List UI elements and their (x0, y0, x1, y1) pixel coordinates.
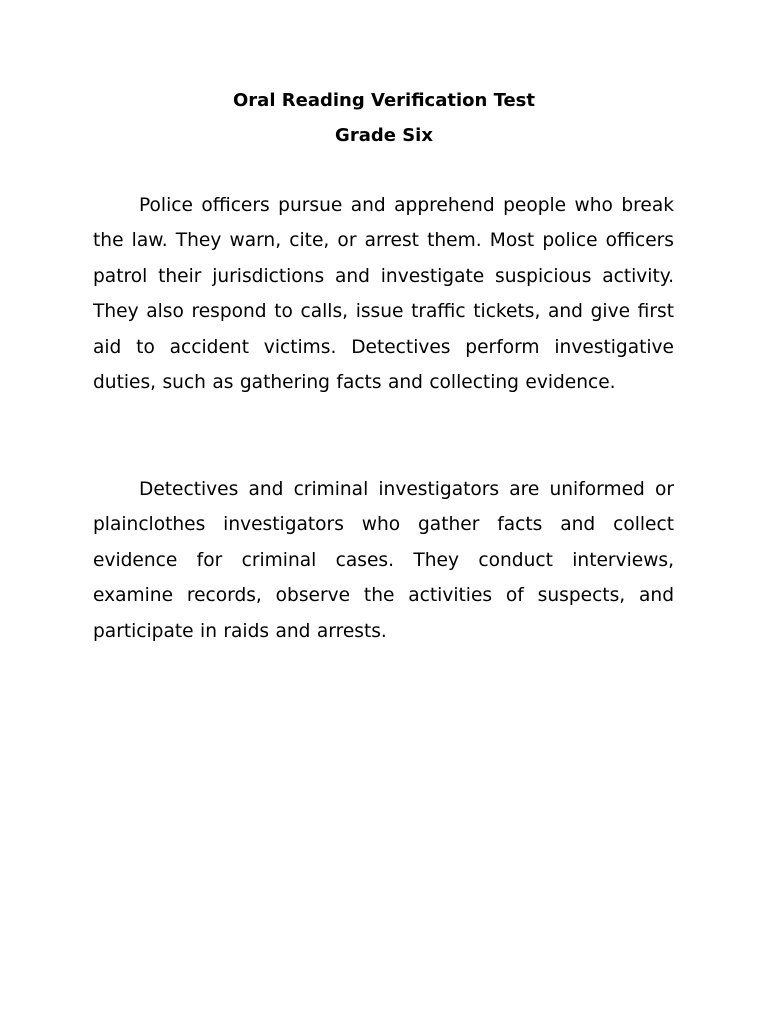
body-paragraph-2: Detectives and criminal investigators are uniformed or plainclothes investigators who gather facts and collect evidence for criminal cases. They conduct interviews, examine records, observe the activities of suspects, and participate in raids and arrests. (93, 479, 674, 642)
document-subtitle (0, 118, 768, 153)
document-subtitle-text: Grade Six (335, 125, 433, 146)
body-paragraph-1: Police officers pursue and apprehend people who break the law. They warn, cite, or arrest them. Most police officers patrol their jurisdictions and investigate suspicious activity. They also respond to calls, issue traffic tickets, and give first aid to accident victims. Detectives perform investigative duties, such as gathering facts and collecting evidence. (93, 195, 674, 394)
document-title (0, 83, 768, 118)
document-title-text: Oral Reading Verification Test (233, 90, 535, 111)
